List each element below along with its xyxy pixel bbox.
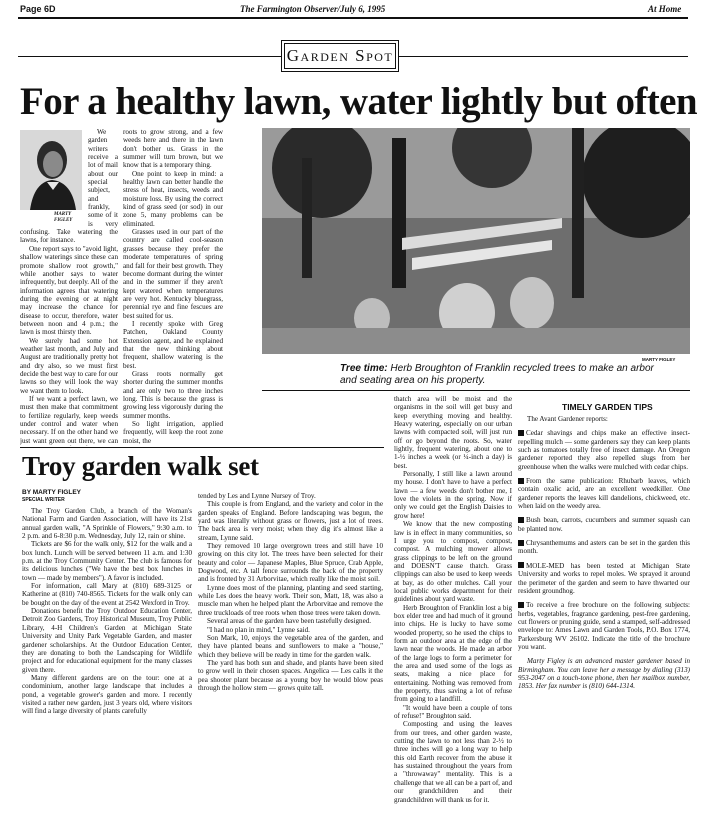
tip-item: From the same publication: Rhubarb leaves, which contain oxalic acid, are an excellent weedkiller. One gardener reports the leaves kill dandelions, chickweed, etc. when laid on the weedy area. bbox=[518, 477, 690, 511]
story2-c2-p4: Lynne does most of the planning, planting and seed starting, while Les does the heavy work. Their son, Matt, 18, was also a muscle man when he helped plant the Arborvitae and remove the three truckloads of tree roots when those trees were taken down. bbox=[198, 583, 383, 617]
logo-right-rule bbox=[398, 56, 688, 57]
page-number: Page 6D bbox=[20, 4, 56, 14]
story2-c2-p1: tended by Les and Lynne Nursey of Troy. bbox=[198, 492, 316, 500]
logo-left-rule bbox=[18, 56, 282, 57]
story2-c2-p8: The yard has both sun and shade, and plants have been sited to grow well in their chosen spaces. Angelica — Les calls it the pea shooter plant because as a young boy he would blow peas through the hollow stem — grows quite tall. bbox=[198, 658, 383, 692]
garden-photo bbox=[262, 128, 690, 354]
tips-intro: The Avant Gardener reports: bbox=[527, 415, 608, 423]
tip-item: Chrysanthemums and asters can be set in the garden this month. bbox=[518, 539, 690, 556]
story2-c2-p3: They removed 10 large overgrown trees and still have 10 growing on this city lot. The trees have been selected for their beauty and color — Japanese Maples, Blue Spruce, Crab Apple, Dogwood, etc. A tall fence surrounds the back of the property and is fronted by 31 Arborvitae, which really like the moist soil. bbox=[198, 542, 383, 584]
tip-item: MOLE-MED has been tested at Michigan State University and works to repel moles. We sprayed it around the perimeter of the garden and seem to have thwarted our resident groundhog. bbox=[518, 561, 690, 595]
bullet-square-icon bbox=[518, 602, 524, 608]
story2-c2-p7: Son Mark, 10, enjoys the vegetable area of the garden, and they have planted beans and sunflowers to make a "house," which they believe will be ready in time for the garden walk. bbox=[198, 633, 383, 659]
story2-c1-p5: Many different gardens are on the tour: one at a condominium, another large landscape that includes a pond, a vegetable grower's garden and more. I recently visited a rather new garden, just 3 years old, where visitors will find a large diversity of plants carefully bbox=[22, 673, 192, 716]
story1-c1-p3: We surely had some hot weather last month, and July and August are traditionally pretty hot and dry also, so we must first decide the best way to care for our lawns so they will look the way we want them to look. bbox=[20, 336, 118, 395]
author-photo-caption: MARTY FIGLEY bbox=[54, 212, 73, 223]
bullet-square-icon bbox=[518, 540, 524, 546]
story2-byline: BY MARTY FIGLEY bbox=[22, 489, 81, 496]
photo-credit: MARTY FIGLEY bbox=[642, 357, 676, 362]
tip-item: Cedar shavings and chips make an effective insect-repelling mulch — some gardeners say they can keep plants such as tomatoes totally free of insect damage. An Oregon gardener reported they also repelled slugs from her greenhouse when the walks were mulched with cedar chips. bbox=[518, 429, 690, 471]
story1-c3-p6: Composting and using the leaves from our trees, and other garden waste, cutting the lawn to not less than 2-½ to three inches will go a long way to help this old Earth recover from the abuse it has sustained throughout the years from a "throwaway" mentality. This is a challenge that we all can be a part of, and our grandchildren and their grandchildren will thank us for it. bbox=[394, 720, 512, 804]
story2-c1-p4: Donations benefit the Troy Outdoor Education Center, Detroit Zoo Gardens, Troy Historical Museum, Troy Public Library, 4-H Children's Garden at Michigan State University and Unity Park Vegetable Garden, and master gardener scholarships. At the Outdoor Education Center, they are donating to both the Landscaping for Wildlife project and for educational equipment for the many classes given there. bbox=[22, 607, 192, 674]
story1-c1-p1: We garden writers receive a lot of mail about our special subject, and frankly, some of it is very confusing. Take watering the lawns, for instance. bbox=[20, 128, 118, 245]
story2-c1-p3: For information, call Mary at (810) 689-3125 or Katherine at (810) 740-8565. Tickets for the walk only can be bought on the day of the event at 2542 Wexford in Troy. bbox=[22, 582, 192, 607]
bullet-square-icon bbox=[518, 517, 524, 523]
story1-c3-p2: Personally, I still like a lawn around my house. I don't have to have a perfect lawn — a few weeds don't bother me, I love the violets in the spring. Now if only we could get the English Daisies to grow here! bbox=[394, 470, 512, 520]
story1-c3-p1: thatch area will be moist and the organisms in the soil will get busy and keep everything moving and healthy. Heavy watering, especially on our urban lawns with compacted soil, will just run off or go beyond the roots. So, water lightly, frequent watering, about one to 1-½ inches a week (or ¼-inch a day) is best. bbox=[394, 395, 512, 470]
photo-caption bbox=[340, 363, 658, 386]
section-name: At Home bbox=[648, 4, 682, 14]
story2-col1 bbox=[22, 507, 192, 825]
story1-c2-p2: One point to keep in mind: a healthy lawn can better handle the stress of heat, insects, weeds and moisture loss. By using the correct kind of grass seed (or sod) in our zone 5, many problems can be eliminated. bbox=[123, 169, 223, 228]
story1-c2-p4: I recently spoke with Greg Patchen, Oakland County Extension agent, and he explained that the new thinking about frequent, shallow watering is the best. bbox=[123, 319, 223, 370]
story2-byline-title: SPECIAL WRITER bbox=[22, 497, 65, 503]
garden-spot-logo bbox=[281, 40, 399, 72]
arbor-photo-graphic bbox=[262, 128, 690, 354]
story2-c1-p1: The Troy Garden Club, a branch of the Woman's National Farm and Garden Association, will have its 21st annual garden walk, "A Sprinkle of Flowers," 9:30 a.m. to 2 p.m. and 6-8:30 p.m. Wednesday, July 12, rain or shine. bbox=[22, 507, 192, 541]
story1-col1 bbox=[20, 128, 118, 446]
story-divider bbox=[20, 447, 384, 448]
bullet-square-icon bbox=[518, 562, 524, 568]
header-rule bbox=[18, 17, 688, 19]
story2-c2-p2: This couple is from England, and the variety and color in the garden speaks of England. Before landscaping was begun, the yard was literally without grass or flowers, just a lot of trees. The back area is very moist; when they dig it's almost like a stream, Lynne said. bbox=[198, 500, 383, 542]
tips-box bbox=[518, 415, 690, 827]
bullet-square-icon bbox=[518, 478, 524, 484]
story2-c1-p2: Tickets are $6 for the walk only, $12 for the walk and a box lunch. Lunch will be served between 11 a.m. and 1:30 p.m. at the Troy Community Center. The club is famous for its delicious lunches ("We have the best box lunches in town — made by members"). A favor is included. bbox=[22, 540, 192, 582]
tip-item: To receive a free brochure on the following subjects: herbs, vegetables, fragrance gardening, pest-free gardening, cut flowers or pruning guide, send a stamped, self-addressed envelope to: Ames Lawn and Garden Tools, P.O. Box 1774, Parkersburg WV 26102. Indicate the title of the brochure you want. bbox=[518, 601, 690, 651]
story1-c3-p3: We know that the new composting law is in effect in many communities, so I urge you to compost, compost, compost. A mulching mower allows grass clippings to be left on the ground and DOESN'T cause thatch. Grass clippings can also be used to keep weeds at bay, as do other mulches. Call your local public works department for their guidelines about yard waste. bbox=[394, 520, 512, 604]
story1-col2 bbox=[123, 128, 223, 446]
story2-headline: Troy garden walk set bbox=[22, 451, 259, 481]
garden-spot-label: Garden Spot bbox=[286, 46, 394, 65]
story1-c3-p4: Herb Broughton of Franklin lost a big box elder tree and had much of it ground into chips. He is lucky to have some wooded property, so he used the chips to form an outdoor area at the edge of the lawn near the woods. He made an arbor of the large logs to form a perimeter for the area and used some of the logs as seats, making a nice place for entertaining. Nothing was removed from the property, thus saving a lot of refuse from going to a landfill. bbox=[394, 603, 512, 704]
story1-col3 bbox=[394, 395, 512, 823]
tip-item: Bush bean, carrots, cucumbers and summer squash can be planted now. bbox=[518, 516, 690, 533]
story1-c2-p5: Grass roots normally get shorter during the summer months and are only two to three inches long. This is because the grass is growing less vigorously during the summer months. bbox=[123, 369, 223, 420]
bullet-square-icon bbox=[518, 430, 524, 436]
story1-headline: For a healthy lawn, water lightly but often bbox=[20, 80, 697, 123]
story2-col2 bbox=[198, 492, 383, 826]
photo-caption-text: Herb Broughton of Franklin recycled trees to make an arbor and seating area on his property. bbox=[340, 363, 654, 386]
caption-divider bbox=[262, 390, 690, 391]
story2-c2-p5: Several areas of the garden have been tastefully designed. bbox=[207, 617, 372, 626]
photo-caption-lead: Tree time: bbox=[340, 363, 388, 374]
author-bio: Marty Figley is an advanced master gardener based in Birmingham. You can leave her a message by dialing (313) 953-2047 on a touch-tone phone, then her mailbox number, 1853. Her fax number is (810) 644-1314. bbox=[518, 657, 690, 691]
story1-c1-p2: One report says to "avoid light, shallow waterings since these can promote shallow root growth," while another says to water infrequently, but deeply. All of the information agrees that watering during the evening or at night may increase the chance for disease to occur, therefore, water between noon and 4 p.m.; the lawn is most thirsty then. bbox=[20, 244, 118, 337]
tips-title: TIMELY GARDEN TIPS bbox=[562, 402, 653, 412]
story1-c2-p1: roots to grow strong, and a few weeds here and there in the lawn don't bother us. Grass in the summer will turn brown, but we know that is a temporary thing. bbox=[123, 128, 223, 170]
story1-c2-p6: So light irrigation, applied frequently, will keep the root zone moist, the bbox=[123, 420, 223, 445]
story1-c1-p4: If we want a perfect lawn, we must then make that commitment to fertilize regularly, keep weeds under control and water when necessary. If on the other hand we just want green out there, we can bbox=[20, 395, 118, 445]
story1-c3-p5: "It would have been a couple of tons of refuse!" Broughton said. bbox=[394, 703, 512, 721]
story2-c2-p6: "I had no plan in mind," Lynne said. bbox=[207, 625, 310, 634]
masthead: The Farmington Observer/July 6, 1995 bbox=[240, 4, 386, 14]
story1-c2-p3: Grasses used in our part of the country are called cool-season grasses because they prefer the moderate temperatures of spring and fall for their best growth. They become dormant during the winter and in the summer if they aren't kept watered when temperatures are very hot. Kentucky bluegrass, perennial rye and fine fescues are best suited for us. bbox=[123, 228, 223, 320]
